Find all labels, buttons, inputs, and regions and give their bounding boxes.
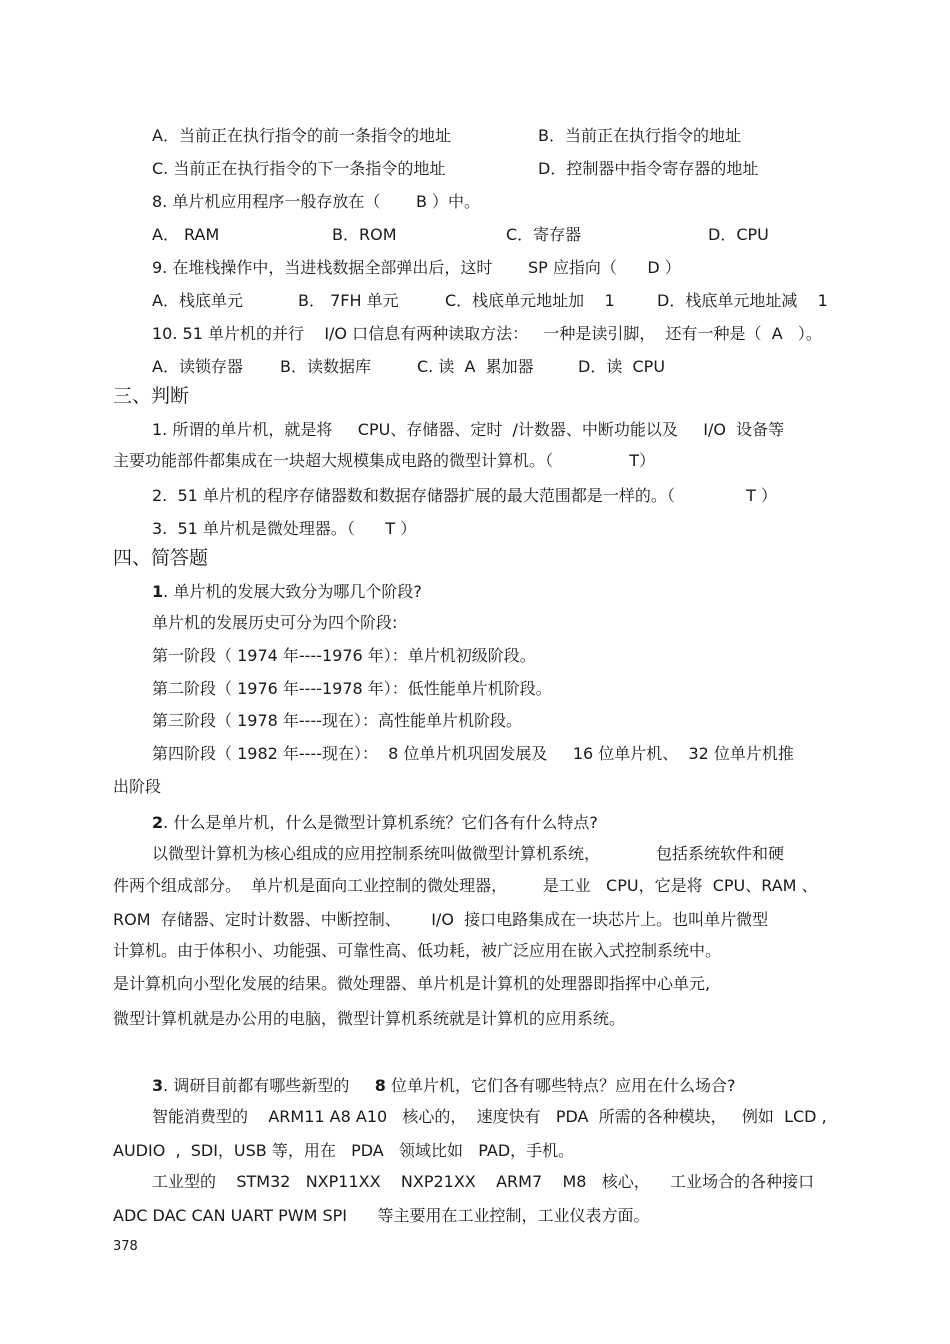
q3-bold-8: 8 bbox=[374, 1076, 386, 1095]
q7-option-b: B．当前正在执行指令的地址 bbox=[538, 126, 741, 145]
answer-1-intro: 单片机的发展历史可分为四个阶段: bbox=[152, 613, 398, 632]
q10-stem: 10. 51 单片机的并行 I/O 口信息有两种读取方法： 一种是读引脚， 还有一种是（ A ）。 bbox=[152, 324, 822, 343]
short-answer-q3 bbox=[152, 1076, 735, 1096]
judgment-3: 3. 51 单片机是微处理器。（ T ） bbox=[152, 519, 417, 538]
answer-3-line-3: 工业型的 STM32 NXP11XX NXP21XX ARM7 M8 核心， 工业场合的各种接口 bbox=[152, 1172, 815, 1191]
q7-option-d: D．控制器中指令寄存器的地址 bbox=[538, 159, 759, 178]
q7-option-a: A．当前正在执行指令的前一条指令的地址 bbox=[152, 126, 451, 145]
q2-text: . 什么是单片机，什么是微型计算机系统？它们各有什么特点? bbox=[163, 813, 598, 832]
q8-option-a: A． RAM bbox=[152, 225, 220, 244]
q9-option-c: C．栈底单元地址加 1 bbox=[445, 291, 615, 310]
answer-1-stage-1: 第一阶段（ 1974 年----1976 年）：单片机初级阶段。 bbox=[152, 646, 536, 665]
answer-2-line-4: 计算机。由于体积小、功能强、可靠性高、低功耗，被广泛应用在嵌入式控制系统中。 bbox=[113, 941, 722, 960]
section-heading-judgment: 三、判断 bbox=[113, 385, 190, 407]
answer-3-line-1: 智能消费型的 ARM11 A8 A10 核心的， 速度快有 PDA 所需的各种模块， 例如 LCD , bbox=[152, 1107, 827, 1126]
judgment-1-line-2: 主要功能部件都集成在一块超大规模集成电路的微型计算机。（ T） bbox=[113, 451, 656, 470]
q1-number: 1 bbox=[152, 582, 164, 601]
q8-stem: 8. 单片机应用程序一般存放在（ B ）中。 bbox=[152, 192, 481, 211]
q9-option-b: B． 7FH 单元 bbox=[298, 291, 399, 310]
page-number: 378 bbox=[113, 1239, 138, 1254]
q8-option-d: D．CPU bbox=[708, 225, 769, 244]
q8-option-b: B．ROM bbox=[332, 225, 397, 244]
answer-3-line-2: AUDIO , SDI，USB 等，用在 PDA 领域比如 PAD，手机。 bbox=[113, 1141, 575, 1160]
answer-3-line-4: ADC DAC CAN UART PWM SPI 等主要用在工业控制，工业仪表方面。 bbox=[113, 1206, 650, 1225]
q3-number: 3 bbox=[152, 1076, 164, 1095]
short-answer-q2 bbox=[152, 813, 598, 833]
short-answer-q1 bbox=[152, 582, 422, 602]
q10-option-c: C. 读 A 累加器 bbox=[417, 357, 534, 376]
q10-option-a: A．读锁存器 bbox=[152, 357, 243, 376]
q3-text-b: 位单片机，它们各有哪些特点？应用在什么场合? bbox=[385, 1076, 736, 1095]
section-heading-short-answer: 四、简答题 bbox=[113, 547, 209, 569]
answer-2-line-3: ROM 存储器、定时计数器、中断控制、 I/O 接口电路集成在一块芯片上。也叫单片微型 bbox=[113, 910, 769, 929]
judgment-2: 2. 51 单片机的程序存储器数和数据存储器扩展的最大范围都是一样的。（ T ） bbox=[152, 486, 777, 505]
answer-1-stage-4-line-2: 出阶段 bbox=[113, 777, 162, 796]
q9-option-d: D．栈底单元地址减 1 bbox=[657, 291, 828, 310]
answer-2-line-1: 以微型计算机为核心组成的应用控制系统叫做微型计算机系统， 包括系统软件和硬 bbox=[152, 844, 784, 863]
q2-number: 2 bbox=[152, 813, 164, 832]
q9-option-a: A．栈底单元 bbox=[152, 291, 243, 310]
answer-1-stage-4-line-1: 第四阶段（ 1982 年----现在）： 8 位单片机巩固发展及 16 位单片机、 32 位单片机推 bbox=[152, 744, 794, 763]
answer-1-stage-3: 第三阶段（ 1978 年----现在）：高性能单片机阶段。 bbox=[152, 711, 522, 730]
q7-option-c: C. 当前正在执行指令的下一条指令的地址 bbox=[152, 159, 446, 178]
answer-1-stage-2: 第二阶段（ 1976 年----1978 年）：低性能单片机阶段。 bbox=[152, 679, 552, 698]
answer-2-line-2: 件两个组成部分。 单片机是面向工业控制的微处理器， 是工业 CPU，它是将 CPU、RAM 、 bbox=[113, 876, 818, 895]
answer-2-line-5: 是计算机向小型化发展的结果。微处理器、单片机是计算机的处理器即指挥中心单元, bbox=[113, 974, 711, 993]
q3-text-a: . 调研目前都有哪些新型的 bbox=[163, 1076, 375, 1095]
judgment-1-line-1: 1. 所谓的单片机，就是将 CPU、存储器、定时 /计数器、中断功能以及 I/O 设备等 bbox=[152, 420, 785, 439]
q8-option-c: C．寄存器 bbox=[506, 225, 582, 244]
q10-option-d: D．读 CPU bbox=[578, 357, 666, 376]
q1-text: . 单片机的发展大致分为哪几个阶段? bbox=[163, 582, 422, 601]
q9-stem: 9. 在堆栈操作中，当进栈数据全部弹出后，这时 SP 应指向（ D ） bbox=[152, 258, 681, 277]
q10-option-b: B．读数据库 bbox=[280, 357, 371, 376]
answer-2-line-6: 微型计算机就是办公用的电脑，微型计算机系统就是计算机的应用系统。 bbox=[113, 1009, 626, 1028]
